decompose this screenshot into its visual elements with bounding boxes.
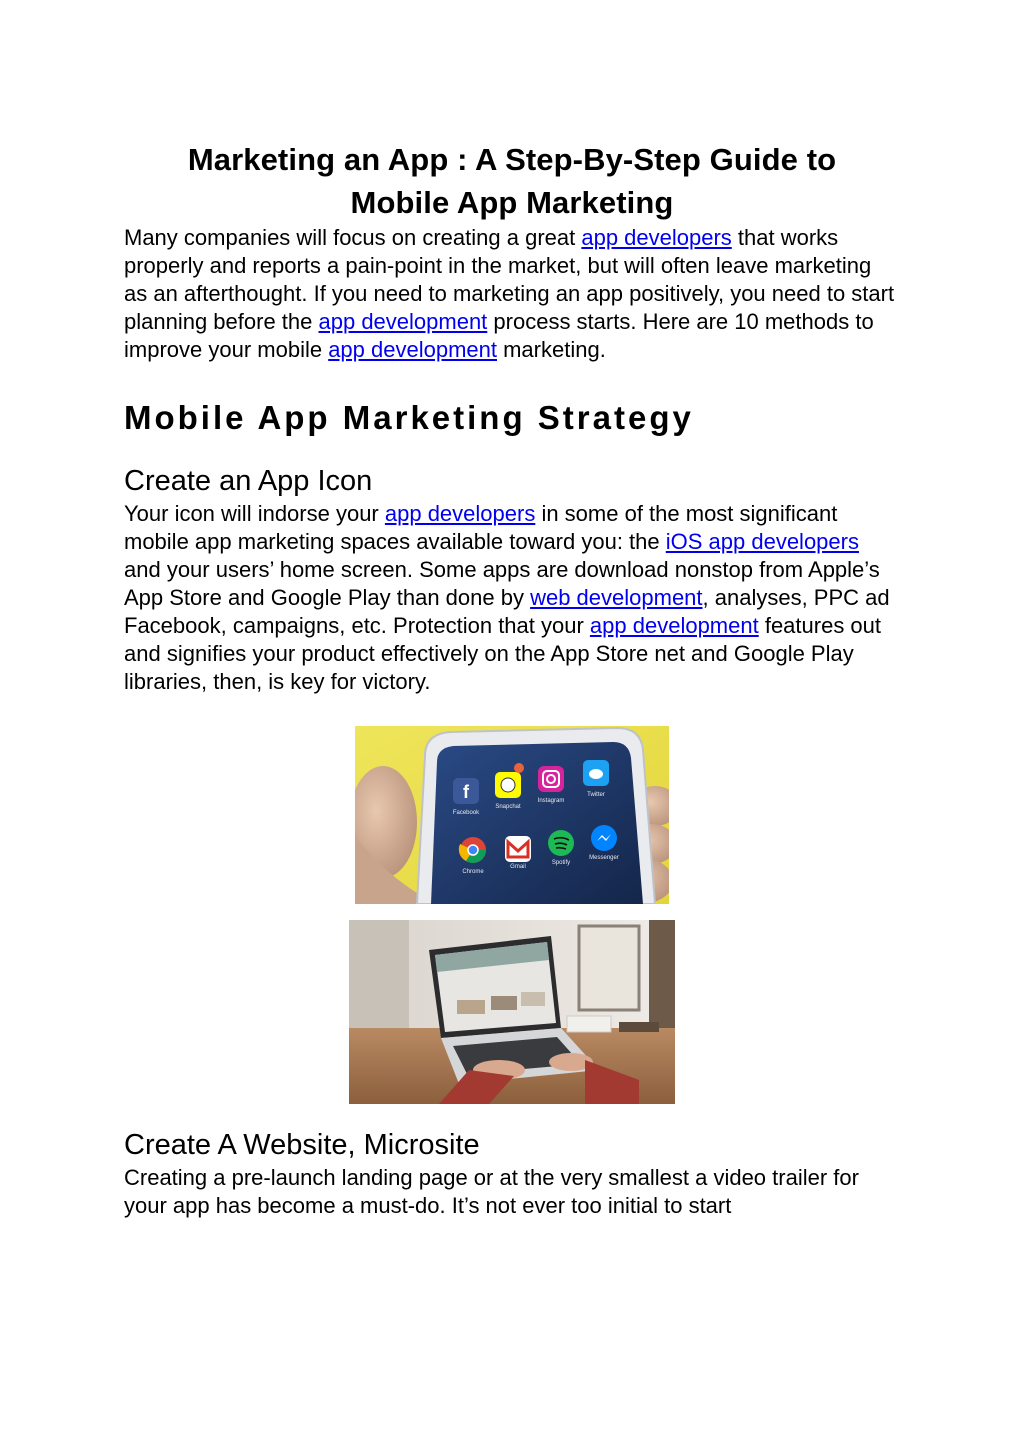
- laptop-photo-svg: [349, 920, 675, 1104]
- app-label-chrome: Chrome: [462, 869, 484, 875]
- website-section-paragraph: Creating a pre-launch landing page or at the very smallest a video trailer for your app has become a must-do. It’s not ever too initial to start: [124, 1165, 859, 1218]
- intro-paragraph: [124, 224, 900, 364]
- link-app-development-3[interactable]: app development: [589, 613, 759, 638]
- messenger-icon: [591, 825, 617, 851]
- laptop-photo: [349, 920, 675, 1104]
- link-ios-app-developers[interactable]: iOS app developers: [665, 529, 859, 554]
- icon-section-paragraph: [124, 500, 900, 696]
- website-section-heading: Create A Website, Microsite: [124, 1129, 480, 1161]
- link-app-development[interactable]: app development: [318, 309, 488, 334]
- icon-text-3: and your users’ home screen. Some apps are download nonstop from Apple’s App Store and Google Play than done by: [124, 557, 880, 610]
- facebook-icon: [453, 778, 479, 804]
- gmail-icon: [505, 836, 531, 862]
- page-title: [124, 138, 900, 224]
- link-web-development[interactable]: web development: [530, 585, 703, 610]
- app-label-gmail: Gmail: [510, 864, 526, 870]
- intro-text-4: marketing.: [496, 337, 606, 362]
- phone-screen: [431, 742, 643, 904]
- icon-text-1: Your icon will indorse your: [124, 501, 385, 526]
- document-page: [124, 138, 900, 1220]
- app-label-messenger: Messenger: [589, 855, 619, 861]
- app-label-facebook: Facebook: [452, 810, 480, 816]
- svg-text:f: f: [463, 782, 469, 802]
- link-app-developers[interactable]: app developers: [581, 225, 732, 250]
- spotify-icon: [548, 830, 574, 856]
- strategy-heading: Mobile App Marketing Strategy: [124, 399, 694, 436]
- intro-text-2: that works properly and reports a pain-point in the market, but will often leave marketing as an afterthought. If you need to marketing an app positively, you need to start planning before the: [124, 225, 895, 334]
- icon-text-5: features out and signifies your product effectively on the App Store net and Google Play libraries, then, is key for victory.: [124, 613, 882, 694]
- link-app-developers-2[interactable]: app developers: [384, 501, 536, 526]
- phone-photo-svg: [355, 726, 669, 904]
- app-label-twitter: Twitter: [587, 792, 605, 798]
- link-app-development-2[interactable]: app development: [328, 337, 497, 362]
- instagram-icon: [538, 766, 564, 792]
- app-label-instagram: Instagram: [537, 798, 565, 804]
- title-line-2: Mobile App Marketing: [350, 185, 674, 220]
- icon-text-2: in some of the most significant mobile app marketing spaces available toward you: the: [124, 501, 838, 554]
- app-label-spotify: Spotify: [551, 860, 571, 866]
- title-line-1: Marketing an App : A Step-By-Step Guide to: [187, 142, 837, 177]
- phone-apps-photo: [355, 726, 669, 904]
- app-label-snapchat: Snapchat: [495, 804, 521, 810]
- icon-text-4: , analyses, PPC ad Facebook, campaigns, etc. Protection that your: [124, 585, 890, 638]
- icon-section-heading: Create an App Icon: [124, 465, 373, 497]
- intro-text-3: process starts. Here are 10 methods to improve your mobile: [124, 309, 874, 362]
- twitter-icon: [583, 760, 609, 786]
- intro-text-1: Many companies will focus on creating a great: [124, 225, 582, 250]
